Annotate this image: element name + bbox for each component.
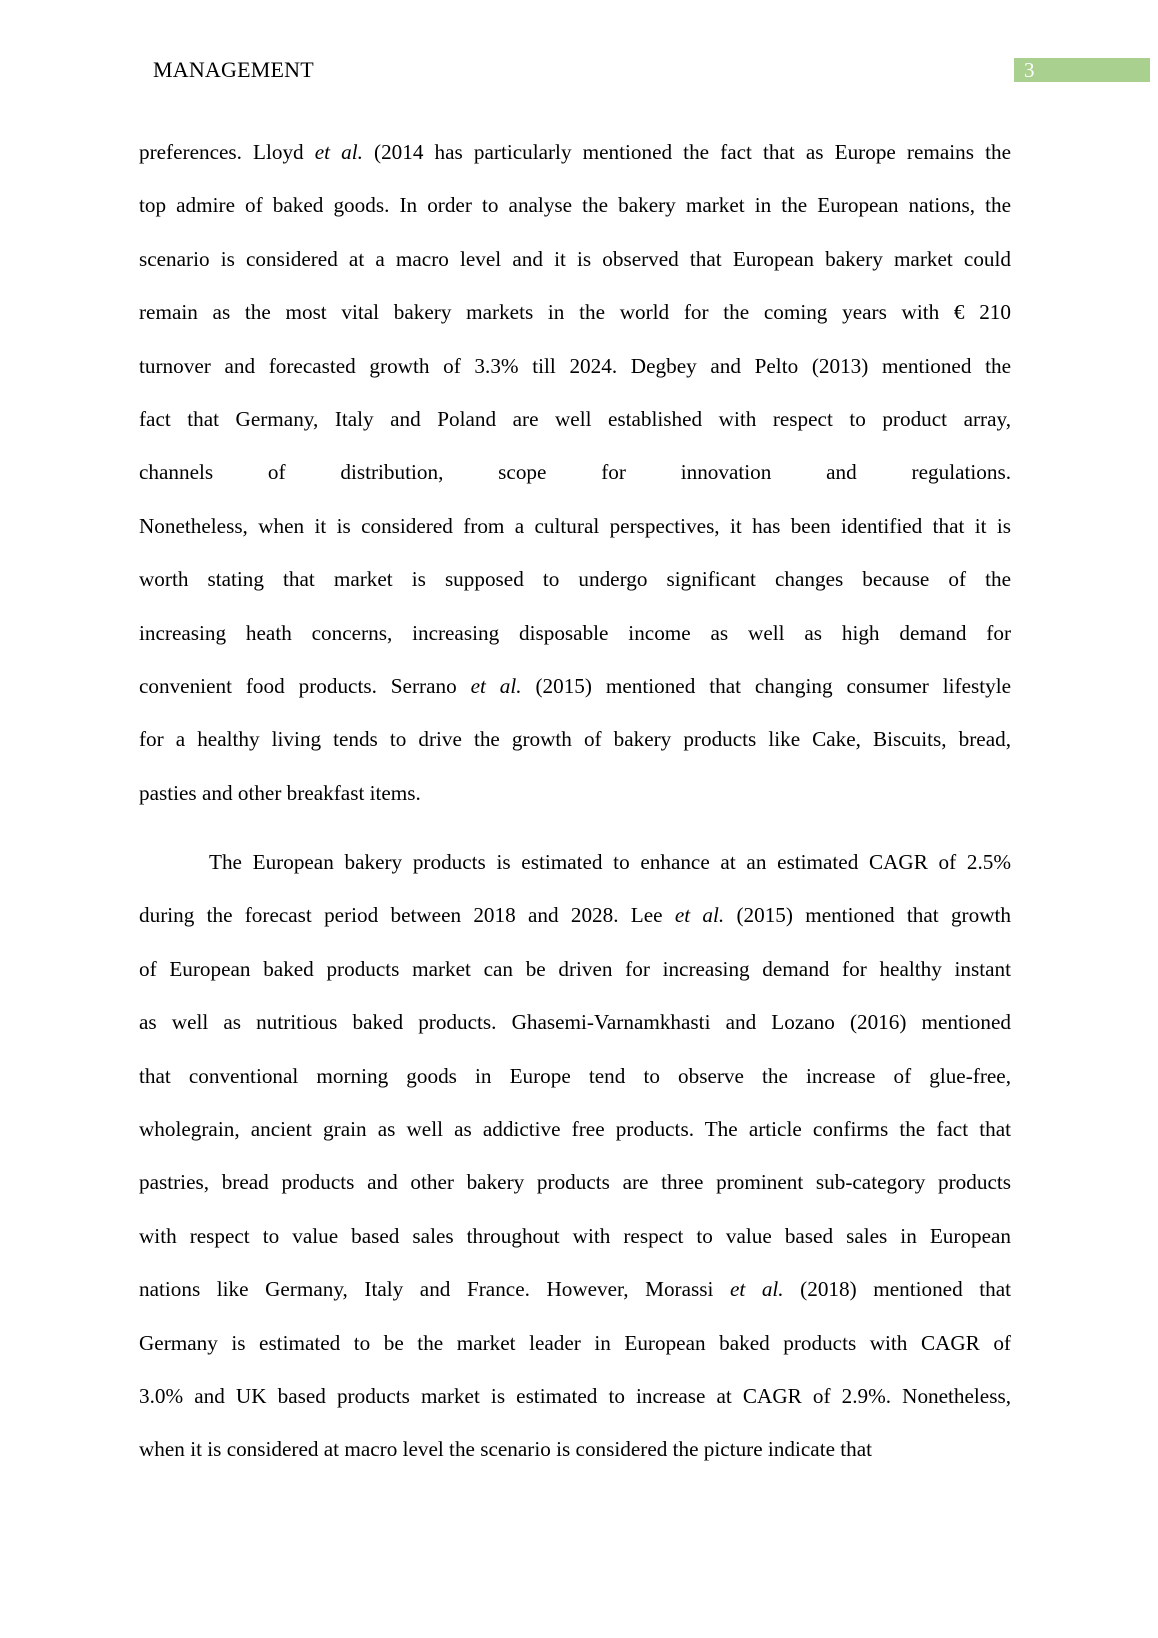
italic-text-run: et al. bbox=[314, 140, 363, 164]
paragraph-spacer bbox=[139, 820, 1011, 836]
text-run: of European baked products market can be driven for increasing demand for healthy instant bbox=[139, 956, 1011, 981]
paragraph-line bbox=[139, 1103, 1011, 1156]
text-run: preferences. Lloyd bbox=[139, 140, 315, 164]
italic-text-run: et al. bbox=[674, 903, 725, 928]
paragraph-line bbox=[139, 1050, 1011, 1103]
text-run: The European bakery products is estimated to enhance at an estimated CAGR of 2.5% bbox=[209, 850, 1011, 875]
paragraph-line bbox=[139, 126, 1011, 179]
paragraph-line bbox=[139, 1423, 1011, 1476]
text-run: Nonetheless, when it is considered from a cultural perspectives, it has been identified that it is bbox=[139, 513, 1011, 538]
paragraph-line bbox=[139, 179, 1011, 232]
paragraph bbox=[139, 836, 1011, 1477]
text-run: (2018) mentioned that bbox=[783, 1277, 1011, 1302]
text-run: convenient food products. Serrano bbox=[139, 673, 471, 698]
paragraph-line bbox=[139, 607, 1011, 660]
text-run: Germany is estimated to be the market leader in European baked products with CAGR of bbox=[139, 1330, 1011, 1355]
paragraph-line bbox=[139, 340, 1011, 393]
paragraph-line bbox=[139, 446, 1011, 499]
text-run: as well as nutritious baked products. Ghasemi-Varnamkhasti and Lozano (2016) mentioned bbox=[139, 1010, 1011, 1035]
text-run: turnover and forecasted growth of 3.3% till 2024. Degbey and Pelto (2013) mentioned the bbox=[139, 353, 1011, 378]
text-run: (2015) mentioned that growth bbox=[724, 903, 1011, 928]
paragraph-line bbox=[139, 553, 1011, 606]
text-run: worth stating that market is supposed to undergo significant changes because of the bbox=[139, 567, 1011, 592]
page-number: 3 bbox=[1024, 58, 1035, 82]
paragraph-line bbox=[139, 660, 1011, 713]
paragraph-line bbox=[139, 233, 1011, 286]
paragraph-line bbox=[139, 1210, 1011, 1263]
text-run: scenario is considered at a macro level and it is observed that European bakery market could bbox=[139, 246, 1011, 271]
text-run: fact that Germany, Italy and Poland are well established with respect to product array, bbox=[139, 406, 1011, 431]
text-run: that conventional morning goods in Europe tend to observe the increase of glue-free, bbox=[139, 1063, 1011, 1088]
paragraph-line bbox=[139, 836, 1011, 889]
paragraph-line bbox=[139, 996, 1011, 1049]
italic-text-run: et al. bbox=[470, 673, 522, 698]
text-run: when it is considered at macro level the scenario is considered the picture indicate that bbox=[139, 1437, 873, 1462]
paragraph-line bbox=[139, 1370, 1011, 1423]
page-number-badge bbox=[1014, 58, 1150, 82]
text-run: remain as the most vital bakery markets in the world for the coming years with € 210 bbox=[139, 300, 1011, 325]
text-run: during the forecast period between 2018 and 2028. Lee bbox=[139, 903, 675, 928]
text-run: increasing heath concerns, increasing disposable income as well as high demand for bbox=[139, 620, 1011, 645]
text-run: nations like Germany, Italy and France. However, Morassi bbox=[139, 1277, 730, 1302]
paragraph-line bbox=[139, 767, 1011, 820]
text-run: 3.0% and UK based products market is estimated to increase at CAGR of 2.9%. Nonetheless, bbox=[139, 1383, 1011, 1408]
paragraph-line bbox=[139, 1317, 1011, 1370]
paragraph-line bbox=[139, 1156, 1011, 1209]
paragraph-line bbox=[139, 943, 1011, 996]
running-header-title: MANAGEMENT bbox=[153, 57, 314, 82]
text-run: pasties and other breakfast items. bbox=[139, 780, 421, 805]
text-run: pastries, bread products and other bakery products are three prominent sub-category products bbox=[139, 1170, 1011, 1195]
paragraph-line bbox=[139, 393, 1011, 446]
paragraph-line bbox=[139, 889, 1011, 942]
paragraph-line bbox=[139, 286, 1011, 339]
text-run: wholegrain, ancient grain as well as addictive free products. The article confirms the fact that bbox=[139, 1117, 1011, 1142]
text-run: for a healthy living tends to drive the growth of bakery products like Cake, Biscuits, bread, bbox=[139, 727, 1011, 752]
text-run: top admire of baked goods. In order to analyse the bakery market in the European nations, the bbox=[139, 193, 1011, 218]
text-run: (2014 has particularly mentioned the fact that as Europe remains the bbox=[362, 140, 1011, 164]
italic-text-run: et al. bbox=[729, 1277, 784, 1302]
text-run: (2015) mentioned that changing consumer lifestyle bbox=[521, 673, 1011, 698]
paragraph-line bbox=[139, 1263, 1011, 1316]
document-body bbox=[139, 126, 1011, 1477]
text-run: channels of distribution, scope for innovation and regulations. bbox=[139, 460, 1011, 485]
paragraph-line bbox=[139, 713, 1011, 766]
paragraph-line bbox=[139, 500, 1011, 553]
text-run: with respect to value based sales throughout with respect to value based sales in European bbox=[139, 1223, 1011, 1248]
paragraph bbox=[139, 126, 1011, 820]
